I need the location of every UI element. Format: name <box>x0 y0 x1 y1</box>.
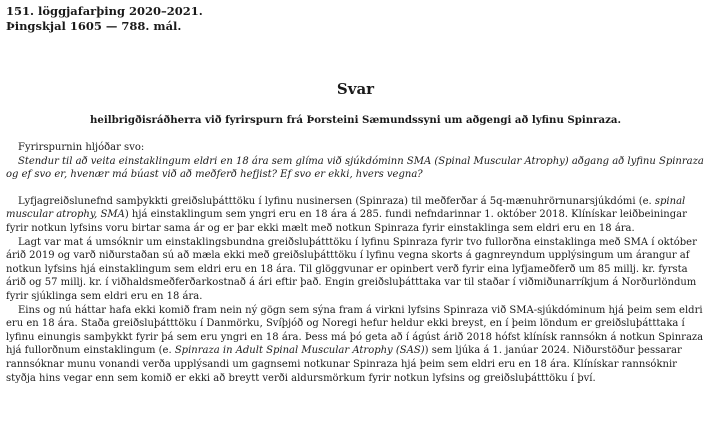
answer-paragraph-3-emphasis: Spinraza in Adult Spinal Muscular Atrophy (SAS) <box>174 345 425 357</box>
answer-block <box>6 195 705 385</box>
answer-paragraph-1-part-a: Lyfjagreiðslunefnd samþykkti greiðsluþátttöku í lyfinu nusinersen (Spinraza) til meðferðar á 5q-mænuhrörnunarsjúkdómi (e. <box>18 195 655 207</box>
question-intro: Fyrirspurnin hljóðar svo: <box>18 142 145 153</box>
page-title: Svar <box>336 80 375 98</box>
answer-paragraph-3-part-a: Eins og nú háttar hafa ekki komið fram nein ný gögn sem sýna fram á virkni lyfsins Spinraza við SMA-sjúkdóminum hjá þeim sem eldri eru en 18 ára. Staða greiðsluþátttöku í Danmörku, Svíþjóð og Noregi hefur heldur ekki breyst, en í þeim löndum er greiðsluþátttaka í lyfinu einungis samþykkt fyrir þá sem eru yngri en 18 ára. Þess má þó geta að í ágúst árið 2018 hófst klínísk rannsókn á notkun Spinraza hjá fullorðnum einstaklingum (e. <box>6 304 704 357</box>
answer-paragraph-3-part-b: ) sem ljúka á 1. janúar 2024. Niðurstöður þessarar rannsóknar munu vonandi verða upplýsandi um gagnsemi notkunar Spinraza hjá þeim sem eldri eru en 18 ára. Klínískar rannsóknir styðja hins vegar enn sem komið er ekki að breytt verði aldursmörkum fyrir notkun lyfsins og greiðsluþátttöku í því. <box>6 345 682 384</box>
question-block <box>6 141 705 182</box>
answer-paragraph-2: Lagt var mat á umsóknir um einstaklingsbundna greiðsluþátttöku í lyfinu Spinraza fyrir tvo fullorðna einstaklinga með SMA í október árið 2019 og varð niðurstaðan sú að mæla ekki með greiðsluþátttöku í lyfinu vegna skorts á gagnreyndum upplýsingum um árangur af notkun lyfsins hjá einstaklingum sem eldri eru en 18 ára. Til glöggvunar er opinbert verð fyrir eina lyfjameðferð um 85 millj. kr. fyrsta árið og 57 millj. kr. í viðhaldsmeðferðarkostnað á ári eftir það. Engin greiðsluþátttaka var til staðar í viðmiðunarríkjum á Norðurlöndum fyrir sjúklinga sem eldri eru en 18 ára. <box>6 236 697 302</box>
answer-paragraph-1 <box>6 195 705 236</box>
session-header: 151. löggjafarþing 2020–2021. <box>6 4 203 18</box>
answer-subtitle: heilbrigðisráðherra við fyrirspurn frá Þorsteini Sæmundssyni um aðgengi að lyfinu Spinraza. <box>89 114 622 126</box>
answer-paragraph-1-emphasis: spinal muscular atrophy, SMA <box>6 195 686 221</box>
question-text: Stendur til að veita einstaklingum eldri en 18 ára sem glíma við sjúkdóminn SMA (Spinal Muscular Atrophy) aðgang að lyfinu Spinraza og ef svo er, hvenær má búast við að meðferð hefjist? Ef svo er ekki, hvers vegna? <box>6 155 704 181</box>
answer-paragraph-3 <box>6 304 705 386</box>
answer-paragraph-1-part-b: ) hjá einstaklingum sem yngri eru en 18 ára á 285. fundi nefndarinnar 1. október 2018. Klínískar leiðbeiningar fyrir notkun lyfsins voru birtar sama ár og er þar ekki mælt með notkun Spinraza fyrir einstaklinga sem eldri eru en 18 ára. <box>6 209 687 234</box>
document-number: Þingskjal 1605 — 788. mál. <box>6 19 182 33</box>
